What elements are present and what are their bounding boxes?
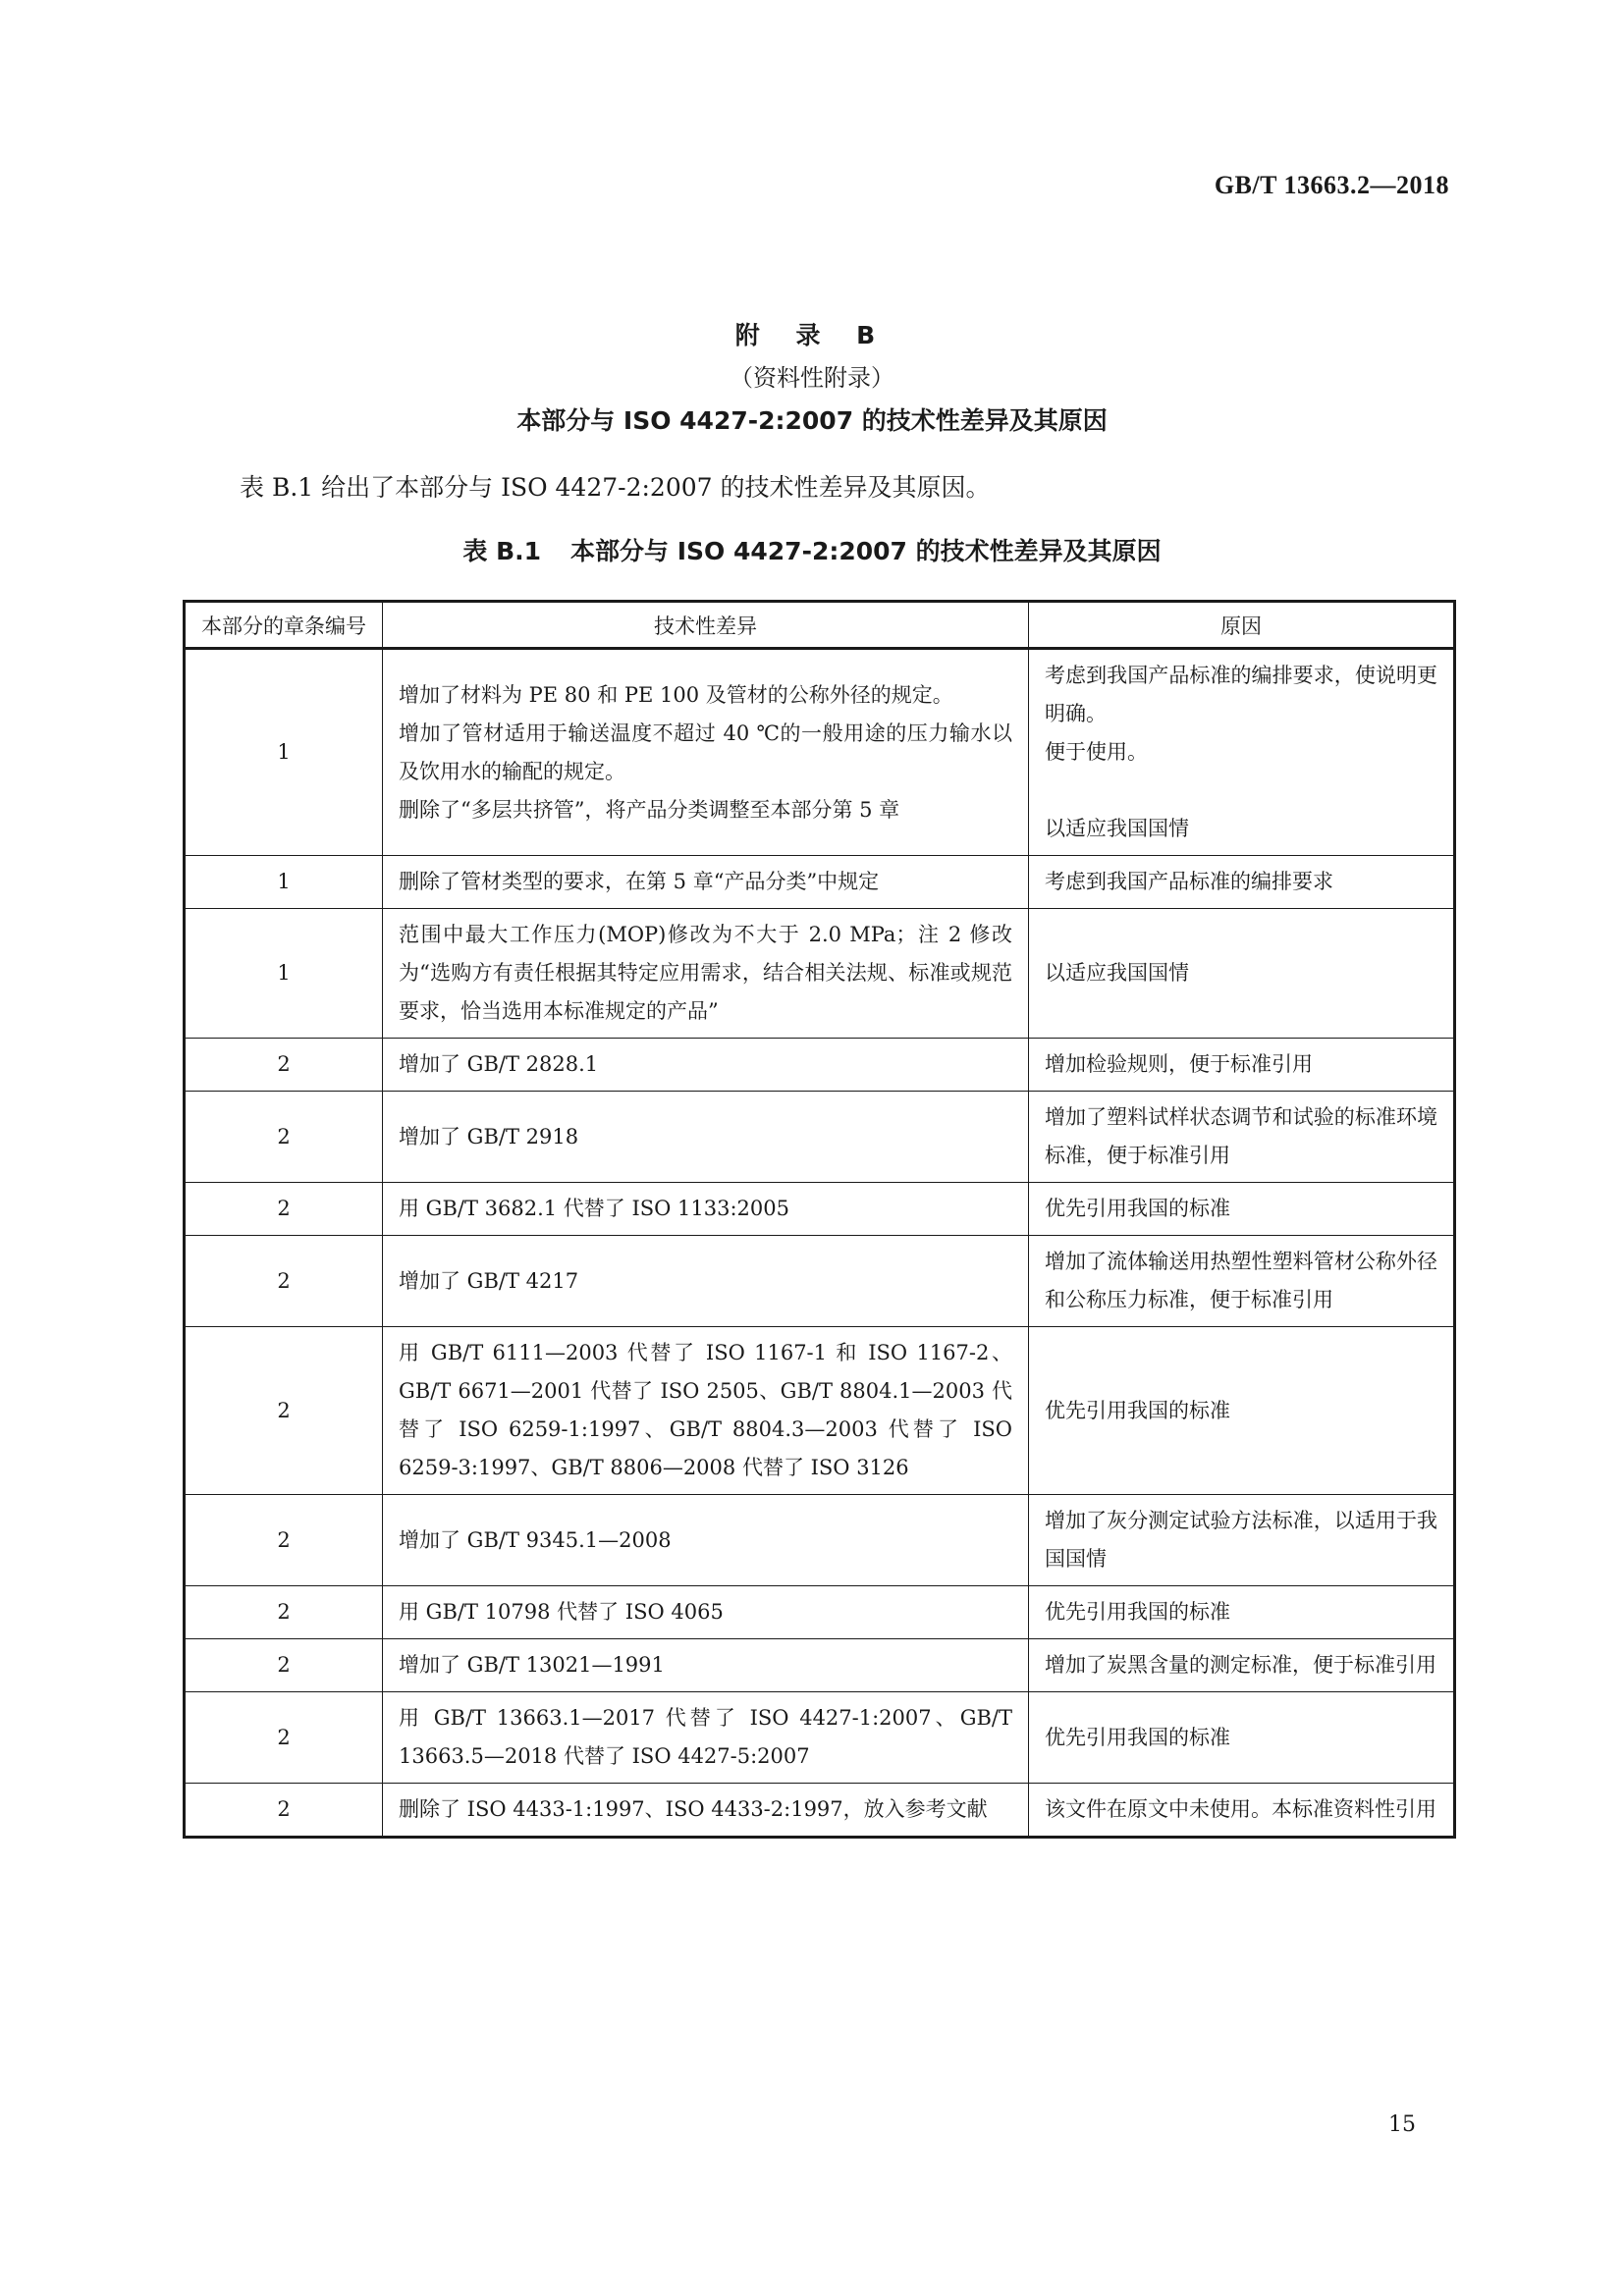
table-row (185, 856, 1455, 909)
difference-text: 用 GB/T 13663.1—2017 代替了 ISO 4427-1:2007、GB/T 13663.5—2018 代替了 ISO 4427-5:2007 (399, 1706, 1012, 1768)
technical-difference-cell (383, 1586, 1029, 1639)
reason-text (1045, 772, 1437, 810)
technical-differences-table (183, 600, 1456, 1839)
technical-difference-cell (383, 1183, 1029, 1236)
clause-number-cell: 2 (185, 1639, 383, 1692)
column-header-difference: 技术性差异 (383, 602, 1029, 649)
column-header-reason: 原因 (1029, 602, 1455, 649)
clause-number-cell: 2 (185, 1586, 383, 1639)
technical-difference-cell (383, 1639, 1029, 1692)
reason-text: 增加了塑料试样状态调节和试验的标准环境标准，便于标准引用 (1045, 1105, 1437, 1167)
technical-difference-cell (383, 1327, 1029, 1495)
technical-difference-cell (383, 1495, 1029, 1586)
appendix-heading: 本部分与 ISO 4427-2:2007 的技术性差异及其原因 (516, 406, 1108, 435)
table-header-row (185, 602, 1455, 649)
technical-difference-cell (383, 1092, 1029, 1183)
difference-text: 增加了 GB/T 13021—1991 (399, 1653, 665, 1677)
reason-cell (1029, 909, 1455, 1039)
difference-text: 增加了材料为 PE 80 和 PE 100 及管材的公称外径的规定。 (399, 682, 953, 707)
table-row (185, 1327, 1455, 1495)
reason-text: 增加了灰分测定试验方法标准，以适用于我国国情 (1045, 1509, 1437, 1571)
table-row (185, 909, 1455, 1039)
appendix-title: 附 录 B (734, 321, 890, 349)
difference-text: 删除了管材类型的要求，在第 5 章“产品分类”中规定 (399, 870, 880, 893)
technical-difference-cell (383, 909, 1029, 1039)
reason-text: 优先引用我国的标准 (1045, 1398, 1230, 1422)
table-caption-number: 表 B.1 (462, 537, 542, 565)
reason-cell (1029, 1327, 1455, 1495)
reason-cell (1029, 1495, 1455, 1586)
difference-text: 增加了 GB/T 4217 (399, 1268, 579, 1293)
clause-number-cell: 2 (185, 1092, 383, 1183)
table-row (185, 1692, 1455, 1784)
difference-text: 删除了“多层共挤管”，将产品分类调整至本部分第 5 章 (399, 797, 900, 822)
clause-number-cell: 2 (185, 1784, 383, 1838)
difference-text: 删除了 ISO 4433-1:1997、ISO 4433-2:1997，放入参考文献 (399, 1797, 988, 1821)
table-body (185, 649, 1455, 1838)
table-row (185, 649, 1455, 856)
technical-difference-cell (383, 649, 1029, 856)
reason-text: 优先引用我国的标准 (1045, 1725, 1230, 1749)
reason-cell (1029, 1639, 1455, 1692)
clause-number-cell: 2 (185, 1183, 383, 1236)
document-code: GB/T 13663.2—2018 (1214, 171, 1449, 199)
column-header-clause: 本部分的章条编号 (185, 602, 383, 649)
difference-text: 用 GB/T 10798 代替了 ISO 4065 (399, 1600, 724, 1624)
table-caption (0, 532, 1624, 567)
table-row (185, 1183, 1455, 1236)
table-row (185, 1639, 1455, 1692)
reason-cell (1029, 1183, 1455, 1236)
difference-text: 范围中最大工作压力(MOP)修改为不大于 2.0 MPa；注 2 修改为“选购方有责任根据其特定应用需求，结合相关法规、标准或规范要求，恰当选用本标准规定的产品” (399, 923, 1012, 1023)
reason-cell (1029, 856, 1455, 909)
difference-text: 增加了 GB/T 9345.1—2008 (399, 1527, 672, 1552)
clause-number-cell: 2 (185, 1236, 383, 1327)
intro-paragraph: 表 B.1 给出了本部分与 ISO 4427-2:2007 的技术性差异及其原因。 (240, 473, 991, 502)
table-row (185, 1092, 1455, 1183)
clause-number-cell: 2 (185, 1039, 383, 1092)
reason-cell (1029, 1784, 1455, 1838)
appendix-type: （资料性附录） (730, 364, 894, 392)
reason-cell (1029, 1092, 1455, 1183)
difference-text: 增加了 GB/T 2918 (399, 1124, 579, 1148)
technical-difference-cell (383, 1236, 1029, 1327)
reason-cell (1029, 1692, 1455, 1784)
reason-text: 优先引用我国的标准 (1045, 1600, 1230, 1624)
table-row (185, 1495, 1455, 1586)
technical-difference-cell (383, 1692, 1029, 1784)
table-row (185, 1039, 1455, 1092)
table-caption-title: 本部分与 ISO 4427-2:2007 的技术性差异及其原因 (570, 537, 1162, 565)
clause-number-cell: 1 (185, 856, 383, 909)
page-number: 15 (1388, 2112, 1416, 2137)
reason-text: 以适应我国国情 (1045, 817, 1189, 840)
clause-number-cell: 1 (185, 649, 383, 856)
reason-text: 优先引用我国的标准 (1045, 1197, 1230, 1220)
clause-number-cell: 2 (185, 1495, 383, 1586)
difference-text: 增加了管材适用于输送温度不超过 40 ℃的一般用途的压力输水以及饮用水的输配的规定。 (399, 721, 1012, 783)
reason-cell (1029, 1236, 1455, 1327)
difference-text: 用 GB/T 3682.1 代替了 ISO 1133:2005 (399, 1197, 790, 1220)
reason-text: 增加检验规则，便于标准引用 (1045, 1052, 1313, 1076)
clause-number-cell: 1 (185, 909, 383, 1039)
table-row (185, 1784, 1455, 1838)
reason-cell (1029, 1039, 1455, 1092)
table-row (185, 1586, 1455, 1639)
reason-text: 增加了炭黑含量的测定标准，便于标准引用 (1045, 1653, 1436, 1677)
reason-cell (1029, 649, 1455, 856)
reason-text: 以适应我国国情 (1045, 961, 1189, 985)
clause-number-cell: 2 (185, 1692, 383, 1784)
technical-difference-cell (383, 856, 1029, 909)
technical-difference-cell (383, 1039, 1029, 1092)
reason-text: 该文件在原文中未使用。本标准资料性引用 (1045, 1797, 1436, 1821)
reason-text: 考虑到我国产品标准的编排要求，使说明更明确。 (1045, 664, 1437, 725)
reason-text: 便于使用。 (1045, 740, 1148, 764)
difference-text: 增加了 GB/T 2828.1 (399, 1052, 599, 1076)
difference-text: 用 GB/T 6111—2003 代替了 ISO 1167-1 和 ISO 1167-2、GB/T 6671—2001 代替了 ISO 2505、GB/T 8804.1—2003 代替了 ISO 6259-1:1997、GB/T 8804.3—2003 代替了 ISO 6259-3:1997、GB/T 8806—2008 代替了 ISO 3126 (399, 1341, 1012, 1479)
reason-text: 增加了流体输送用热塑性塑料管材公称外径和公称压力标准，便于标准引用 (1045, 1250, 1437, 1311)
clause-number-cell: 2 (185, 1327, 383, 1495)
reason-text: 考虑到我国产品标准的编排要求 (1045, 870, 1333, 893)
table-row (185, 1236, 1455, 1327)
reason-cell (1029, 1586, 1455, 1639)
technical-difference-cell (383, 1784, 1029, 1838)
